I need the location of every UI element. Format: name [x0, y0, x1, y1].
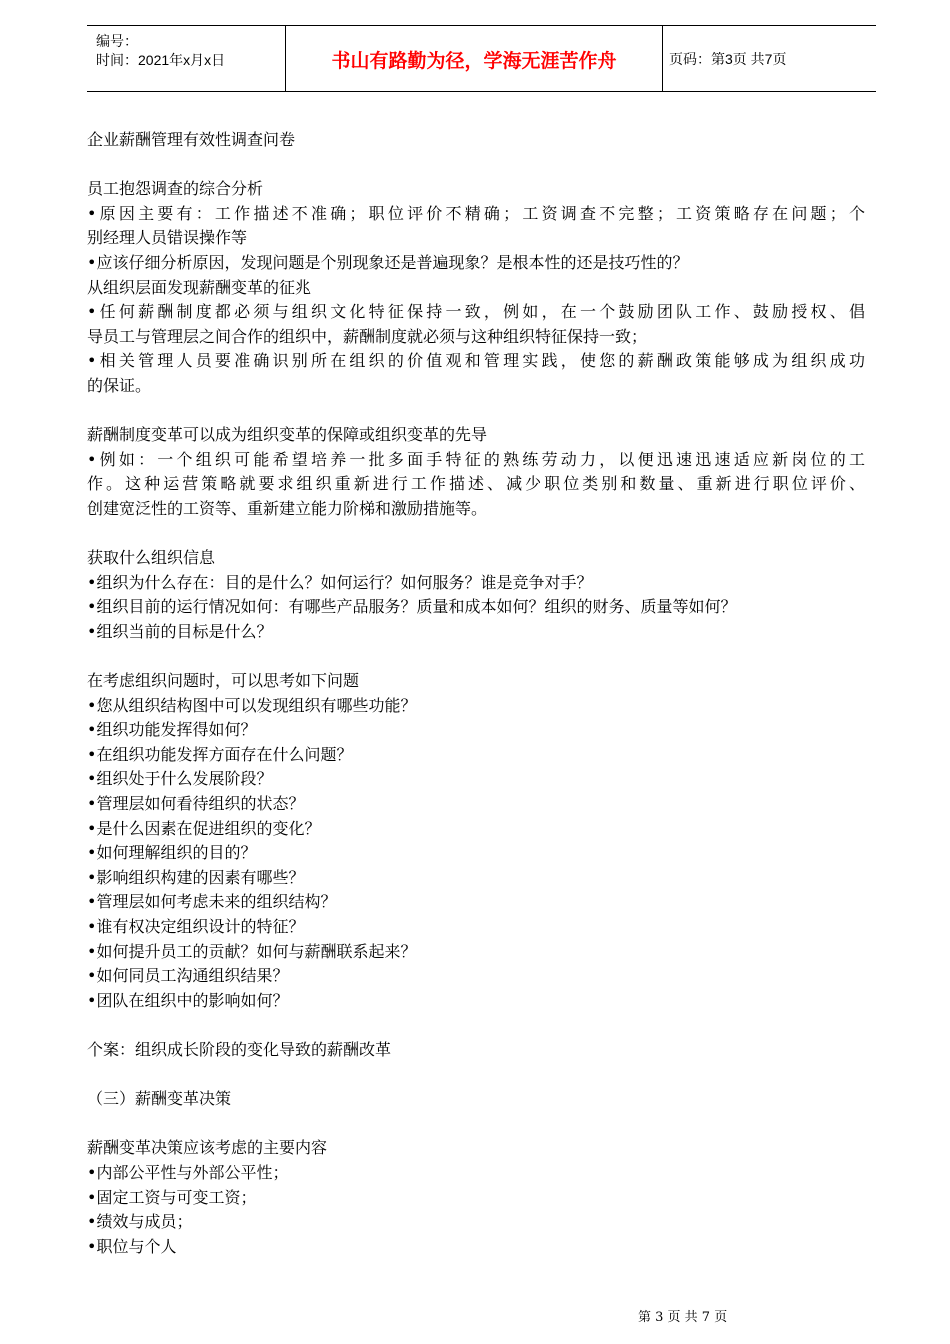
- bullet-line: •如何提升员工的贡献？如何与薪酬联系起来？: [87, 941, 417, 961]
- blank-line: [87, 1112, 865, 1137]
- blank-line: [87, 153, 865, 178]
- blank-line: [87, 1063, 865, 1088]
- text-line: 员工抱怨调查的综合分析: [87, 179, 264, 199]
- text-line: 薪酬制度变革可以成为组织变革的保障或组织变革的先导: [87, 425, 488, 445]
- bullet-line: •内部公平性与外部公平性；: [87, 1162, 289, 1182]
- text-line: 从组织层面发现薪酬变革的征兆: [87, 277, 312, 297]
- text-line: 企业薪酬管理有效性调查问卷: [87, 130, 296, 149]
- bullet-line: •管理层如何考虑未来的组织结构？: [87, 892, 337, 912]
- document-time-label: 时间：2021年x月x日: [96, 52, 226, 68]
- document-body: [87, 128, 865, 1259]
- bullet-line: •组织为什么存在：目的是什么？如何运行？如何服务？谁是竞争对手？: [87, 572, 593, 592]
- text-line: 的保证。: [87, 375, 152, 395]
- bullet-line: •相关管理人员要准确识别所在组织的价值观和管理实践，使您的薪酬政策能够成为组织成功: [87, 351, 865, 371]
- bullet-line: •如何同员工沟通组织结果？: [87, 966, 289, 986]
- bullet-line: •职位与个人: [87, 1236, 177, 1256]
- bullet-line: •任何薪酬制度都必须与组织文化特征保持一致，例如，在一个鼓励团队工作、鼓励授权、倡: [87, 302, 865, 322]
- text-line: 个案：组织成长阶段的变化导致的薪酬改革: [87, 1039, 392, 1059]
- text-line: 导员工与管理层之间合作的组织中，薪酬制度就必须与这种组织特征保持一致；: [87, 326, 648, 346]
- blank-line: [87, 1013, 865, 1038]
- footer-page-number: 第 3 页 共 7 页: [638, 1310, 728, 1325]
- blank-line: [87, 399, 865, 424]
- bullet-line: •原因主要有：工作描述不准确；职位评价不精确；工资调查不完整；工资策略存在问题；个: [87, 203, 865, 223]
- bullet-line: •例如：一个组织可能希望培养一批多面手特征的熟练劳动力，以便迅速迅速适应新岗位的工: [87, 449, 865, 469]
- header-motto: 书山有路勤为径，学海无涯苦作舟: [285, 26, 663, 92]
- text-line: （三）薪酬变革决策: [87, 1089, 232, 1109]
- bullet-line: •谁有权决定组织设计的特征？: [87, 917, 305, 936]
- bullet-line: •在组织功能发挥方面存在什么问题？: [87, 744, 353, 764]
- bullet-line: •组织处于什么发展阶段？: [87, 769, 273, 789]
- header-meta: [96, 32, 291, 70]
- text-line: 获取什么组织信息: [87, 548, 216, 568]
- text-line: 别经理人员错误操作等: [87, 228, 248, 248]
- bullet-line: •固定工资与可变工资；: [87, 1187, 257, 1207]
- blank-line: [87, 522, 865, 547]
- bullet-line: •管理层如何看待组织的状态？: [87, 794, 305, 814]
- bullet-line: •绩效与成员；: [87, 1212, 193, 1232]
- document-number-label: 编号：: [96, 33, 138, 49]
- bullet-line: •组织功能发挥得如何？: [87, 720, 257, 740]
- text-line: 薪酬变革决策应该考虑的主要内容: [87, 1138, 328, 1158]
- bullet-line: •如何理解组织的目的？: [87, 843, 257, 863]
- text-line: 创建宽泛性的工资等、重新建立能力阶梯和激励措施等。: [87, 498, 488, 518]
- bullet-line: •团队在组织中的影响如何？: [87, 990, 289, 1010]
- bullet-line: •您从组织结构图中可以发现组织有哪些功能？: [87, 695, 417, 715]
- bullet-line: •应该仔细分析原因，发现问题是个别现象还是普遍现象？是根本性的还是技巧性的？: [87, 252, 689, 272]
- bullet-line: •影响组织构建的因素有哪些？: [87, 867, 305, 887]
- text-line: 在考虑组织问题时，可以思考如下问题: [87, 671, 360, 691]
- blank-line: [87, 644, 865, 669]
- bullet-line: •是什么因素在促进组织的变化？: [87, 818, 321, 838]
- bullet-line: •组织当前的目标是什么？: [87, 621, 273, 641]
- bullet-line: •组织目前的运行情况如何：有哪些产品服务？质量和成本如何？组织的财务、质量等如何？: [87, 597, 737, 617]
- page-header: [87, 25, 876, 92]
- text-line: 作。这种运营策略就要求组织重新进行工作描述、减少职位类别和数量、重新进行职位评价、: [87, 474, 865, 494]
- header-page-label: 页码：第3页 共7页: [669, 51, 787, 67]
